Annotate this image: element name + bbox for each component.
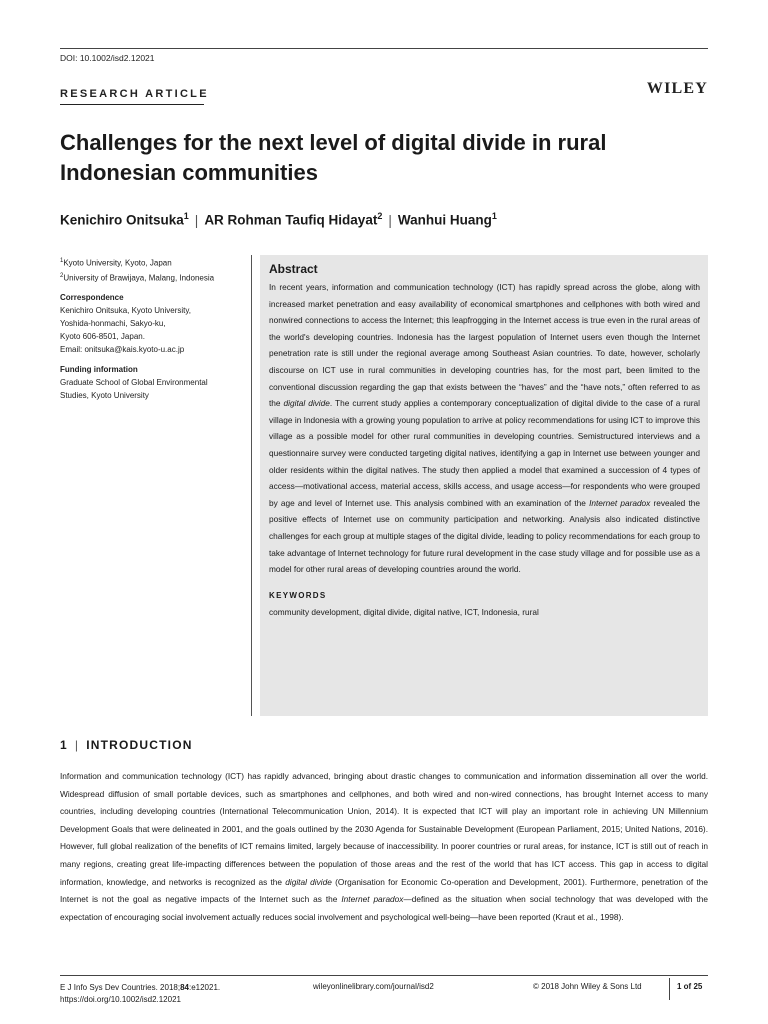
section-heading [60, 738, 193, 752]
footer-site-link[interactable]: wileyonlinelibrary.com/journal/isd2 [313, 982, 434, 991]
author-affiliation-mark: 2 [377, 211, 383, 221]
funding-line: Graduate School of Global Environmental [60, 378, 208, 388]
publisher-logo: WILEY [646, 80, 708, 97]
footer-rule [60, 975, 708, 976]
abstract-heading: Abstract [269, 262, 318, 276]
intro-emphasis: digital divide [285, 876, 332, 887]
footer-volume: 84 [180, 983, 189, 992]
author-list [60, 211, 497, 228]
author-name: Wanhui Huang [397, 212, 492, 228]
footer-divider [669, 978, 670, 1000]
abstract-text-part: In recent years, information and communication technology (ICT) has rapidly spread across the globe, along with increased market penetration and easy availability of economical smartphones and cellphones with both wired and nonwired connections to access the Internet; this leapfrogging in the Internet access is true even in the rural areas of the world's developing countries. Indonesia has the largest population of Internet users even though the Internet penetration rate is still under the regional average among Southeast Asian countries. To date, however, scholarly discourse on ICT use in rural communities in developing countries has, for the most part, been limited to the conventional discussion regarding the gap that exists between the “haves” and the “have nots,” often referred to as the [269, 282, 700, 409]
keywords-heading: KEYWORDS [269, 590, 327, 600]
affiliation-mark: 1 [60, 258, 64, 264]
correspondence-line: Yoshida-honmachi, Sakyo-ku, [60, 319, 166, 329]
header-rule [60, 48, 708, 49]
section-number: 1 [60, 738, 68, 752]
footer-article-id: :e12021. [188, 983, 221, 992]
abstract-box [260, 255, 708, 716]
intro-text-part: (Organisation for Economic Co-operation and Development, 2001). Furthermore, penetration of the Internet is not the goal as negative impacts of the Internet such as the [60, 876, 708, 905]
funding-heading: Funding information [60, 365, 138, 375]
section-separator: | [74, 738, 80, 752]
article-info-sidebar [60, 255, 245, 402]
affiliation [60, 255, 245, 270]
article-type-label: RESEARCH ARTICLE [60, 88, 209, 100]
section-title: INTRODUCTION [86, 738, 193, 752]
author-name: Kenichiro Onitsuka [60, 212, 184, 228]
author-separator: | [388, 212, 392, 228]
footer-citation [60, 982, 220, 1006]
page-number: 1 of 25 [677, 982, 703, 991]
affiliation-mark: 2 [60, 272, 64, 279]
author-affiliation-mark: 1 [491, 211, 497, 221]
doi-label: DOI: 10.1002/isd2.12021 [60, 53, 155, 63]
footer-doi-link[interactable]: https://doi.org/10.1002/isd2.12021 [60, 995, 181, 1004]
correspondence-email[interactable]: Email: onitsuka@kais.kyoto-u.ac.jp [60, 345, 185, 355]
affiliation-text: University of Brawijaya, Malang, Indonesia [63, 273, 215, 283]
correspondence-heading: Correspondence [60, 293, 124, 303]
author-name: AR Rohman Taufiq Hidayat [204, 212, 378, 228]
abstract-text-part: revealed the positive effects of Internet use on community participation and networking. Analysis also indicated distinctive challenges for each group at multiple stages of the digital divide, leading to policy recommendations for each group to take advantage of Internet technology for future rural development in the case study village and for possible use as a model for other rural areas of developing countries around the world. [269, 497, 700, 575]
funding-line: Studies, Kyoto University [60, 391, 149, 401]
abstract-text-part: . The current study applies a contemporary conceptualization of digital divide to the case of a rural village in Indonesia with a growing young population to arrive at policy recommendations for using ICT to improve this village as a possible model for other rural communities in developing countries. Semistructured interviews and a questionnaire survey were conducted targeting digital natives, identifying a gap in Internet use between younger and older residents within the digital natives. The study then applied a model that examined a succession of 4 types of access—motivational access, material access, skills access, and usage access—for respondents who were grouped by age and level of Internet use. This analysis combined with an examination of the [269, 398, 700, 508]
sidebar-divider [251, 255, 252, 716]
footer-journal: E J Info Sys Dev Countries [60, 983, 156, 992]
article-title: Challenges for the next level of digital divide in rural Indonesian communities [60, 130, 607, 185]
author-affiliation-mark: 1 [183, 211, 189, 221]
intro-text-part: —defined as the situation when social technology that was developed with the expectation of encouraging social involvement actually reduces social involvement and psychological well-being—have been reported (Kraut et al., 1998). [60, 894, 708, 922]
keywords-list: community development, digital divide, digital native, ICT, Indonesia, rural [269, 606, 539, 617]
footer-copyright: © 2018 John Wiley & Sons Ltd [533, 982, 642, 991]
introduction-paragraph [60, 768, 708, 926]
article-type-underline [60, 104, 204, 105]
abstract-emphasis: digital divide [283, 398, 330, 409]
author-separator: | [194, 212, 199, 228]
abstract-emphasis: Internet paradox [589, 497, 651, 508]
affiliation-text: Kyoto University, Kyoto, Japan [63, 258, 172, 268]
correspondence-line: Kenichiro Onitsuka, Kyoto University, [60, 306, 192, 316]
affiliation [60, 270, 245, 285]
footer-year: . 2018; [155, 983, 181, 992]
intro-emphasis: Internet paradox [341, 894, 404, 905]
correspondence-line: Kyoto 606-8501, Japan. [60, 332, 145, 342]
abstract-text [269, 279, 700, 578]
intro-text-part: Information and communication technology (ICT) has rapidly advanced, bringing about drastic changes to communication and information dissemination all over the world. Widespread diffusion of small portable devices, such as smartphones and cellphones, and both wired and non-wired connections, has brought Internet access to many countries, including developing countries (International Telecommunication Union, 2014). It is expected that ICT will play an important role in achieving UN Millennium Development Goals that were delineated in 2001, and the goals outlined by the 2030 Agenda for Sustainable Development (European Parliament, 2015; United Nations, 2016). However, full global realization of the benefits of ICT remains limited, largely because of inaccessibility. In poorer countries or rural areas, for instance, ICT is still out of reach in many regions, creating great life-impacting differences between the population of those areas and the rest of the world that has ICT access. This gap in access to digital information, knowledge, and networks is recognized as the [60, 771, 708, 887]
